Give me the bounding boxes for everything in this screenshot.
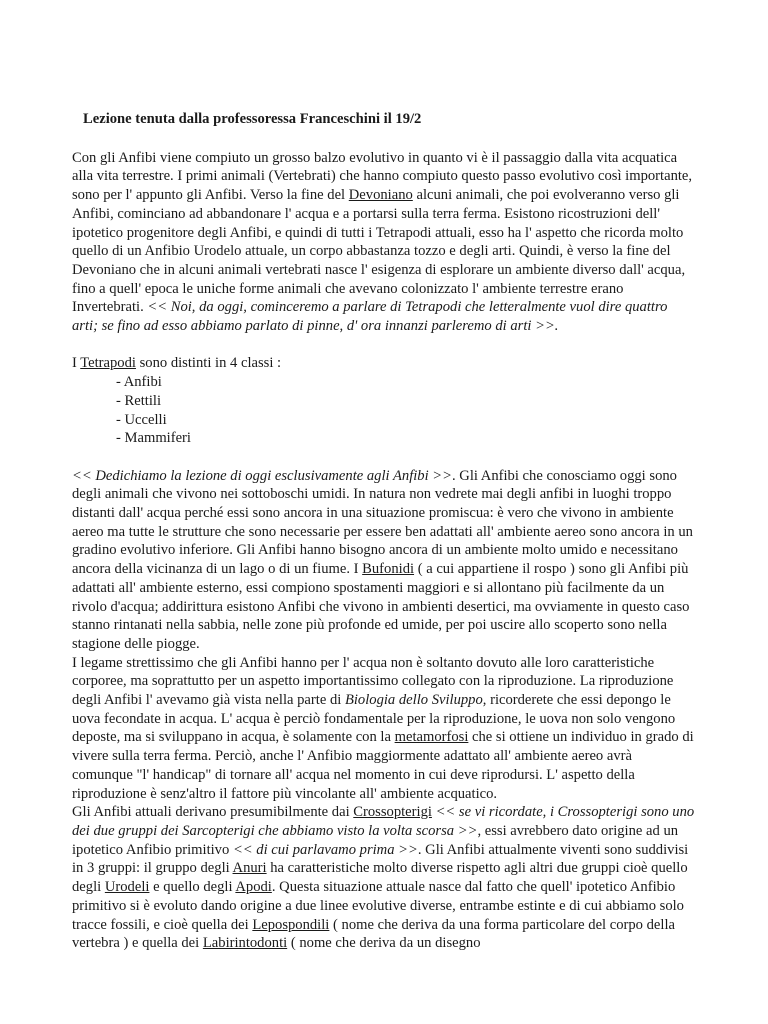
term-lepospondili: Lepospondili — [252, 916, 330, 933]
quote-tetrapodi: << Noi, da oggi, cominceremo a parlare di Tetrapodi che letteralmente vuol dire quattro arti; se fino ad esso abbiamo parlato di pinne, d' ora innanzi parleremo di arti >>. — [72, 299, 668, 335]
paragraph-reproduction: I legame strettissimo che gli Anfibi hanno per l' acqua non è soltanto dovuto alle loro caratteristiche corporee, ma soprattutto per un aspetto importantissimo collegato con la riproduzione. La riproduzione degli Anfibi l' avevamo già vista nella parte di Biologia dello Sviluppo, ricorderete che essi depongo le uova fecondate in acqua. L' acqua è perciò fondamentale per la riproduzione, le uova non solo vengono deposte, ma si sviluppano in acqua, è solamente con la metamorfosi che si ottiene un individuo in grado di vivere sulla terra ferma. Perciò, anche l' Anfibio maggiormente adattato all' ambiente aereo avrà comunque "l' handicap" di tornare all' acqua nel momento in cui deve riprodursi. L' aspetto della riproduzione è senz'altro il fattore più vincolante all' ambiente acquatico. — [72, 654, 694, 802]
term-biologia: Biologia dello Sviluppo — [344, 692, 483, 709]
list-item: - Uccelli — [116, 411, 167, 428]
classes-list — [72, 373, 696, 448]
term-crossopterigi: Crossopterigi — [353, 804, 432, 821]
term-metamorfosi: metamorfosi — [394, 729, 469, 746]
paragraph-intro: Con gli Anfibi viene compiuto un grosso balzo evolutivo in quanto vi è il passaggio dalla vita acquatica alla vita terrestre. I primi animali (Vertebrati) che hanno compiuto questo passo evolutivo così importante, sono per l' appunto gli Anfibi. Verso la fine del Devoniano alcuni animali, che poi evolveranno verso gli Anfibi, cominciano ad abbandonare l' acqua e a portarsi sulla terra ferma. Esistono ricostruzioni dell' ipotetico progenitore degli Anfibi, e quindi di tutti i Tetrapodi attuali, esso ha l' aspetto che ricorda molto quello di un Anfibio Urodelo attuale, un corpo abbastanza tozzo e degli arti. Quindi, è verso la fine del Devoniano che in alcuni animali vertebrati nasce l' esigenza di esplorare un ambiente diverso dall' acqua, fino a quell' epoca le uniche forme animali che avevano colonizzato l' ambiente terrestre erano Invertebrati. << Noi, da oggi, cominceremo a parlare di Tetrapodi che letteralmente vuol dire quattro arti; se fino ad esso abbiamo parlato di pinne, d' ora innanzi parleremo di arti >>. — [72, 149, 693, 335]
paragraph-origins: Gli Anfibi attuali derivano presumibilmente dai Crossopterigi << se vi ricordate, i Crossopterigi sono uno dei due gruppi dei Sarcopterigi che abbiamo visto la volta scorsa >>, essi avrebbero dato origine ad un ipotetico Anfibio primitivo << di cui parlavamo prima >>. Gli Anfibi attualmente viventi sono suddivisi in 3 gruppi: il gruppo degli Anuri ha caratteristiche molto diverse rispetto agli altri due gruppi cioè quello degli Urodeli e quello degli Apodi. Questa situazione attuale nasce dal fatto che quell' ipotetico Anfibio primitivo si è evoluto dando origine a due linee evolutive diverse, entrambe estinte e di cui abbiamo solo tracce fossili, e cioè quella dei Lepospondili ( nome che deriva da una forma particolare del corpo della vertebra ) e quella dei Labirintodonti ( nome che deriva da un disegno — [72, 804, 695, 952]
term-anuri: Anuri — [232, 860, 267, 877]
term-bufonidi: Bufonidi — [362, 561, 415, 578]
paragraph-habitat: << Dedichiamo la lezione di oggi esclusivamente agli Anfibi >>. Gli Anfibi che conosciamo oggi sono degli animali che vivono nei sottoboschi umidi. In natura non vedrete mai degli anfibi in luoghi troppo distanti dall' acqua perché essi sono ancora in una situazione promiscua: è vero che vivono in ambiente aereo ma tutte le strutture che sono necessarie per essere ben adattati all' ambiente aereo sono ancora in un gradino evolutivo inferiore. Gli Anfibi hanno bisogno ancora di un ambiente molto umido e necessitano ancora della vicinanza di un lago o di un fiume. I Bufonidi ( a cui appartiene il rospo ) sono gli Anfibi più adattati all' ambiente esterno, essi compiono spostamenti maggiori e si allontano più facilmente da un rivolo d'acqua; addirittura esistono Anfibi che vivono in ambienti desertici, ma ovviamente in questo caso stanno rintanati nella sabbia, nelle zone più profonde ed umide, per poi uscire allo scoperto sono nella stagione delle piogge. — [72, 467, 693, 652]
page-title: Lezione tenuta dalla professoressa Franceschini il 19/2 — [83, 111, 422, 127]
term-apodi: Apodi — [235, 879, 272, 896]
paragraph-classes: I Tetrapodi sono distinti in 4 classi : — [72, 355, 282, 372]
quote-prima: << di cui parlavamo prima >> — [232, 841, 418, 858]
list-item: - Anfibi — [116, 374, 162, 391]
term-urodeli: Urodeli — [104, 879, 150, 896]
list-item: - Rettili — [116, 392, 161, 409]
term-tetrapodi: Tetrapodi — [80, 355, 136, 372]
term-labirintodonti: Labirintodonti — [202, 935, 288, 952]
quote-lezione: << Dedichiamo la lezione di oggi esclusivamente agli Anfibi >> — [72, 467, 452, 484]
list-item: - Mammiferi — [116, 430, 191, 447]
term-devoniano: Devoniano — [348, 187, 413, 204]
quote-crossopterigi: << se vi ricordate, i Crossopterigi sono uno dei due gruppi dei Sarcopterigi che abbiamo visto la volta scorsa >> — [72, 804, 695, 839]
